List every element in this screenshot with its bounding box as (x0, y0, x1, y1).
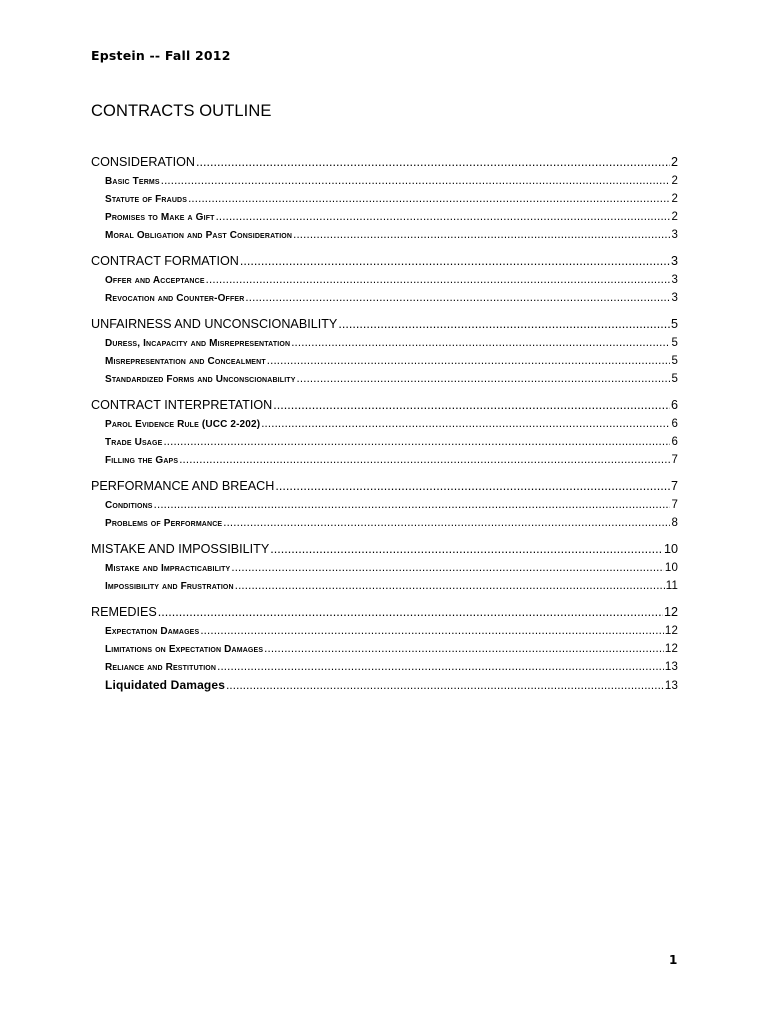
toc-entry-page: 12 (664, 625, 678, 637)
dot-leader (188, 190, 670, 208)
toc-entry[interactable] (91, 352, 678, 370)
toc-entry-label: Reliance and Restitution (105, 662, 217, 673)
dot-leader (267, 352, 671, 370)
toc-heading-label: REMEDIES (91, 605, 157, 619)
toc-entry[interactable] (91, 433, 678, 451)
toc-entry[interactable] (91, 190, 678, 208)
toc-entry[interactable] (91, 577, 678, 595)
toc-entry[interactable] (91, 451, 678, 469)
toc-entry-label: Duress, Incapacity and Misrepresentation (105, 338, 291, 349)
dot-leader (223, 514, 670, 532)
dot-leader (154, 496, 671, 514)
document-header: Epstein -- Fall 2012 (91, 48, 231, 63)
toc-entry-label: Revocation and Counter-Offer (105, 293, 245, 304)
toc-entry-page: 2 (671, 193, 678, 205)
dot-leader (216, 208, 671, 226)
toc-entry-page: 2 (671, 211, 678, 223)
toc-entry-page: 5 (671, 337, 678, 349)
toc-entry-page: 7 (671, 454, 678, 466)
toc-entry-label: Offer and Acceptance (105, 275, 205, 286)
toc-entry-page: 3 (671, 292, 678, 304)
toc-entry[interactable] (91, 622, 678, 640)
toc-entry[interactable] (91, 226, 678, 244)
toc-section (91, 249, 678, 307)
toc-entry-label: Liquidated Damages (105, 678, 226, 692)
toc-entry-label: Promises to Make a Gift (105, 212, 215, 223)
toc-entry-label: Standardized Forms and Unconscionability (105, 374, 296, 385)
toc-entry-page: 3 (671, 229, 678, 241)
dot-leader (245, 289, 670, 307)
toc-heading-label: PERFORMANCE AND BREACH (91, 479, 275, 493)
toc-entry-label: Parol Evidence Rule (UCC 2-202) (105, 419, 261, 430)
toc-entry-page: 13 (664, 661, 678, 673)
toc-heading-label: UNFAIRNESS AND UNCONSCIONABILITY (91, 317, 338, 331)
toc-entry[interactable] (91, 559, 678, 577)
dot-leader (163, 433, 670, 451)
toc-entry[interactable] (91, 334, 678, 352)
dot-leader (275, 477, 670, 496)
dot-leader (240, 252, 670, 271)
toc-entry-page: 12 (664, 643, 678, 655)
toc-heading-label: CONTRACT INTERPRETATION (91, 398, 273, 412)
toc-heading-label: MISTAKE AND IMPOSSIBILITY (91, 542, 270, 556)
toc-entry-page: 13 (664, 680, 678, 692)
toc-heading-page: 3 (670, 254, 678, 268)
toc-heading-page: 10 (663, 542, 678, 556)
dot-leader (264, 640, 664, 658)
toc-section (91, 600, 678, 694)
toc-heading[interactable] (91, 474, 678, 496)
dot-leader (297, 370, 671, 388)
toc-section (91, 537, 678, 595)
table-of-contents (91, 150, 678, 699)
toc-heading-label: CONTRACT FORMATION (91, 254, 239, 268)
toc-entry-label: Statute of Frauds (105, 194, 188, 205)
toc-entry-label: Expectation Damages (105, 626, 200, 637)
toc-entry-label: Filling the Gaps (105, 455, 179, 466)
toc-entry-page: 10 (664, 562, 678, 574)
dot-leader (231, 559, 664, 577)
toc-section (91, 393, 678, 469)
toc-heading[interactable] (91, 150, 678, 172)
toc-entry-label: Moral Obligation and Past Consideration (105, 230, 293, 241)
toc-entry-page: 8 (671, 517, 678, 529)
toc-entry-page: 6 (671, 436, 678, 448)
toc-heading-page: 2 (670, 155, 678, 169)
document-title: CONTRACTS OUTLINE (91, 102, 272, 120)
toc-entry[interactable] (91, 415, 678, 433)
toc-entry[interactable] (91, 172, 678, 190)
dot-leader (206, 271, 671, 289)
toc-entry-label: Impossibility and Frustration (105, 581, 234, 592)
toc-entry-label: Trade Usage (105, 437, 163, 448)
dot-leader (179, 451, 670, 469)
toc-entry-label: Problems of Performance (105, 518, 223, 529)
toc-entry[interactable] (91, 208, 678, 226)
toc-entry-label: Conditions (105, 500, 153, 511)
toc-entry-page: 2 (671, 175, 678, 187)
dot-leader (196, 153, 670, 172)
toc-section (91, 150, 678, 244)
toc-entry-page: 7 (671, 499, 678, 511)
dot-leader (270, 540, 663, 559)
toc-heading[interactable] (91, 393, 678, 415)
toc-entry-label: Basic Terms (105, 176, 160, 187)
toc-entry-label: Mistake and Impracticability (105, 563, 231, 574)
dot-leader (273, 396, 670, 415)
toc-heading-page: 6 (670, 398, 678, 412)
dot-leader (200, 622, 664, 640)
dot-leader (226, 677, 664, 694)
toc-heading-page: 5 (670, 317, 678, 331)
toc-entry-page: 11 (665, 580, 678, 592)
toc-entry-page: 3 (671, 274, 678, 286)
dot-leader (161, 172, 671, 190)
toc-heading[interactable] (91, 249, 678, 271)
page-number: 1 (669, 953, 678, 967)
toc-entry[interactable] (91, 658, 678, 676)
toc-heading-page: 12 (663, 605, 678, 619)
dot-leader (158, 603, 663, 622)
toc-entry[interactable] (91, 271, 678, 289)
toc-heading[interactable] (91, 600, 678, 622)
toc-entry-page: 6 (671, 418, 678, 430)
toc-heading[interactable] (91, 312, 678, 334)
toc-entry[interactable] (91, 676, 678, 694)
dot-leader (217, 658, 664, 676)
toc-entry-label: Misrepresentation and Concealment (105, 356, 266, 367)
toc-entry-page: 5 (671, 355, 678, 367)
toc-entry[interactable] (91, 514, 678, 532)
dot-leader (338, 315, 670, 334)
toc-entry[interactable] (91, 496, 678, 514)
toc-heading[interactable] (91, 537, 678, 559)
dot-leader (291, 334, 670, 352)
toc-entry-page: 5 (671, 373, 678, 385)
toc-section (91, 312, 678, 388)
toc-entry-label: Limitations on Expectation Damages (105, 644, 264, 655)
dot-leader (261, 415, 670, 433)
dot-leader (235, 577, 665, 595)
toc-heading-page: 7 (670, 479, 678, 493)
toc-heading-label: CONSIDERATION (91, 155, 196, 169)
dot-leader (293, 226, 670, 244)
toc-section (91, 474, 678, 532)
toc-entry[interactable] (91, 289, 678, 307)
toc-entry[interactable] (91, 640, 678, 658)
toc-entry[interactable] (91, 370, 678, 388)
